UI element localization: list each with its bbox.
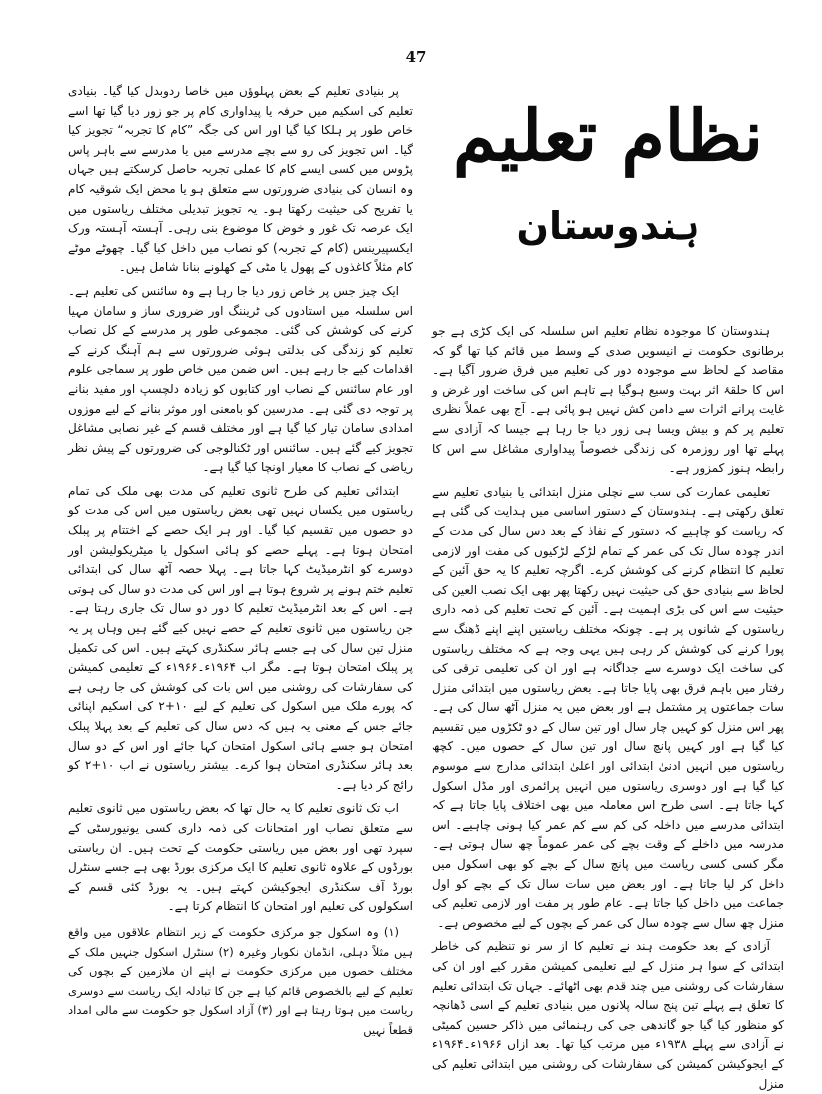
left-column (68, 82, 413, 1072)
right-paragraph-1: ہندوستان کا موجودہ نظام تعلیم اس سلسلہ کی ایک کڑی ہے جو برطانوی حکومت نے انیسویں صدی کے وسط میں قائم کیا تھا گو کہ مقاصد کے لحاظ سے موجودہ دور کی تعلیم میں فرق ضرور آگیا ہے۔ اس کا حلقۂ اثر بہت وسیع ہوگیا ہے تاہم اس کی ساخت اور غرض و غایت پرانے اثرات سے دامن کش نہیں ہو پائی ہے۔ آج بھی عملاً نظری تعلیم پر کم و بیش ویسا ہی زور دیا جا رہا ہے جیسا کہ آزادی سے پہلے تھا اور روزمرہ کی زندگی خصوصاً پیداواری مشاغل سے اس کا رابطہ ہنوز کمزور ہے۔ (432, 324, 784, 476)
page-number: 47 (405, 48, 427, 66)
left-paragraph-2: ایک چیز جس پر خاص زور دیا جا رہا ہے وہ سائنس کی تعلیم ہے۔ اس سلسلہ میں استادوں کی ٹریننگ اور ضروری ساز و سامان مہیا کرنے کی کوشش کی گئی۔ مجموعی طور پر مدرسے کے کل نصاب تعلیم کو زندگی کی بدلتی ہوئی ضرورتوں سے ہم آہنگ کرنے کے اقدامات کیے جا رہے ہیں۔ اس ضمن میں خاص طور پر سماجی علوم اور عام سائنس کے نصاب اور کتابوں کو زیادہ دلچسپ اور مفید بنانے پر توجہ دی گئی ہے۔ مدرسین کو بامعنی اور موثر بنانے کے لیے موزوں امدادی سامان تیار کیا گیا ہے اور مختلف قسم کے غیر نصابی مشاغل تجویز کیے گئے ہیں۔ سائنس اور ٹکنالوجی کی ضرورتوں کے پیش نظر ریاضی کے نصاب کا معیار اونچا کیا گیا ہے۔ (68, 283, 413, 475)
left-footnote: (۱) وہ اسکول جو مرکزی حکومت کے زیر انتظام علاقوں میں واقع ہیں مثلاً دہلی، انڈمان نکوبار وغیرہ (۲) سنٹرل اسکول جنہیں ملک کے مختلف حصوں میں مرکزی حکومت نے اپنے ان ملازمین کے بچوں کی تعلیم کے لیے بالخصوص قائم کیا ہے جن کا تبادلہ ایک ریاست سے دوسری ریاست میں ہوتا رہتا ہے اور (۳) آزاد اسکول جو حکومت سے مالی امداد قطعاً نہیں (68, 924, 414, 1037)
left-paragraph-3: ابتدائی تعلیم کی طرح ثانوی تعلیم کی مدت بھی ملک کی تمام ریاستوں میں یکساں نہیں تھی بعض ریاستوں میں اس کی مدت کو دو حصوں میں تقسیم کیا گیا۔ اور ہر ایک حصے کے اختتام پر پبلک امتحان ہوتا ہے۔ پہلے حصے کو ہائی اسکول یا میٹریکولیشن اور دوسرے کو انٹرمیڈیٹ کہا جاتا ہے۔ پہلا حصہ آٹھ سال کی ابتدائی تعلیم ختم ہونے پر شروع ہوتا ہے اور اس کی مدت دو سال کی ہوتی ہے۔ اس کے بعد انٹرمیڈیٹ تعلیم کا دور دو سال تک جاری رہتا ہے۔ جن ریاستوں میں ثانوی تعلیم کے حصے نہیں کیے گئے ہیں وہاں پر یہ منزل تین سال کی ہے جسے ہائر سکنڈری کہتے ہیں۔ اس کی تکمیل پر پبلک امتحان ہوتا ہے۔ مگر اب ۱۹۶۴ء۔۱۹۶۶ء کے تعلیمی کمیشن کی سفارشات کی روشنی میں اس بات کی کوشش کی جا رہی ہے کہ پورے ملک میں اسکول کی تعلیم کے لیے ۱۰+۲ کی اسکیم اپنائی جائے جس کے معنی یہ ہیں کہ دس سال کی تعلیم کے بعد پہلا پبلک امتحان ہو جسے ہائی اسکول امتحان کہا جائے اور اس کے دو سال بعد ہائر سکنڈری امتحان ہوا کرے۔ بیشتر ریاستوں نے اب ۱۰+۲ کو رائج کر دیا ہے۔ (68, 483, 414, 792)
page-subtitle: ہندوستان (516, 204, 700, 248)
page-title: نظام تعلیم (452, 94, 764, 177)
title-block (432, 82, 784, 322)
right-paragraph-3: آزادی کے بعد حکومت ہند نے تعلیم کا از سر نو تنظیم کی خاطر ابتدائی کے سوا ہر منزل کے لیے تعلیمی کمیشن مقرر کیے اور ان کی سفارشات کی روشنی میں چند قدم بھی اٹھائے۔ جہاں تک ابتدائی تعلیم کا تعلق ہے پہلے تین پنج سالہ پلانوں میں بنیادی تعلیم کے اسی ڈھانچہ کو منظور کیا گیا جو گاندھی جی کی رہنمائی میں ذاکر حسین کمیٹی نے آزادی سے پہلے ۱۹۳۸ء میں مرتب کیا تھا۔ بعد ازاں ۱۹۶۶ء۔۱۹۶۴ء کے ایجوکیشن کمیشن کی سفارشات کی روشنی میں ابتدائی تعلیم کی منزل (432, 939, 785, 1091)
right-paragraph-2: تعلیمی عمارت کی سب سے نچلی منزل ابتدائی یا بنیادی تعلیم سے تعلق رکھتی ہے۔ ہندوستان کے دستور اساسی میں ہدایت کی گئی ہے کہ ریاست کو چاہیے کہ دستور کے نفاذ کے بعد دس سال کی مدت کے اندر چودہ سال تک کی عمر کے تمام لڑکے لڑکیوں کی مفت اور لازمی تعلیم کا انتظام کرنے کی کوشش کرے۔ اگرچہ تعلیم کا یہ حق آئین کے لحاظ سے بنیادی حق کی حیثیت نہیں رکھتا پھر بھی ایک نصب العین کی حیثیت سے اس کی بڑی اہمیت ہے۔ آئین کے تحت تعلیم کی ذمہ داری ریاستوں کے شانوں پر ہے۔ چونکہ مختلف ریاستیں اپنے اپنے ڈھنگ سے پورا کرنے کی کوشش کر رہی ہیں یہی وجہ ہے کہ مختلف ریاستوں کی ساخت ایک دوسرے سے جداگانہ ہے اور ان کی تعلیمی ترقی کی رفتار میں باہم فرق بھی پایا جاتا ہے۔ بعض ریاستوں میں ابتدائی منزل سات جماعتوں پر مشتمل ہے اور بعض میں یہ منزل آٹھ سال کی ہے۔ پھر اس منزل کو کہیں چار سال اور تین سال کے دو ٹکڑوں میں تقسیم کیا گیا ہے اور کہیں پانچ سال اور تین سال کے حصوں میں۔ کچھ ریاستوں میں انہیں ادنیٰ ابتدائی اور اعلیٰ ابتدائی مدارج سے موسوم کیا گیا ہے اور دوسری ریاستوں میں انہیں پرائمری اور مڈل اسکول کہا جاتا ہے۔ اسی طرح اس معاملہ میں بھی اختلاف پایا جاتا ہے کہ ابتدائی مدرسے میں داخلہ کی کم سے کم عمر کیا ہونی چاہیے۔ اس مدرسہ میں داخلے کے وقت بچے کی عمر عموماً چھ سال ہوتی ہے۔ مگر کسی کسی ریاست میں پانچ سال کے بچے کو بھی اسکول میں داخل کر لیا جاتا ہے۔ اور بعض میں سات سال تک کے بچے کو اول جماعت میں داخل کیا جاتا ہے۔ عام طور پر مفت اور لازمی تعلیم کی منزل چھ سال سے چودہ سال کی عمر کے بچوں کے لیے مخصوص ہے۔ (432, 484, 784, 930)
left-paragraph-1: پر بنیادی تعلیم کے بعض پہلوؤں میں خاصا ردوبدل کیا گیا۔ بنیادی تعلیم کی اسکیم میں حرفہ یا پیداواری کام پر جو زور دیا گیا تھا اسے خاص طور پر ہلکا کیا گیا اور اس کی جگہ ”کام کا تجربہ“ تجویز کیا گیا۔ اس تجویز کی رو سے بچے مدرسے میں یا مدرسے سے باہر پاس پڑوس میں کسی ایسے کام کا عملی تجربہ حاصل کرسکتے ہیں جہاں وہ انسان کی بنیادی ضرورتوں سے متعلق ہو یا محض ایک شوقیہ کام یا تفریح کی حیثیت رکھتا ہو۔ یہ تجویز تبدیلی مختلف ریاستوں میں ایک عرصہ تک غور و خوض کا موضوع بنی رہی۔ آہستہ آہستہ ورک ایکسپیرینس (کام کے تجربہ) کو نصاب میں داخل کیا گیا۔ چھوٹے موٹے کام مثلاً کاغذوں کے پھول یا مٹی کے کھلونے بنانا شامل ہیں۔ (68, 84, 413, 275)
right-column (432, 82, 785, 1091)
left-paragraph-4: اب تک ثانوی تعلیم کا یہ حال تھا کہ بعض ریاستوں میں ثانوی تعلیم سے متعلق نصاب اور امتحانات کی ذمہ داری کسی یونیورسٹی کے سپرد تھی اور بعض میں ریاستی حکومت کے تحت ہیں۔ ان ریاستی بورڈوں کے علاوہ ثانوی تعلیم کا ایک مرکزی بورڈ بھی ہے جسے سنٹرل بورڈ آف سکنڈری ایجوکیشن کہتے ہیں۔ یہ بورڈ کئی قسم کے اسکولوں کی تعلیم اور امتحان کا انتظام کرتا ہے۔ (68, 801, 413, 914)
